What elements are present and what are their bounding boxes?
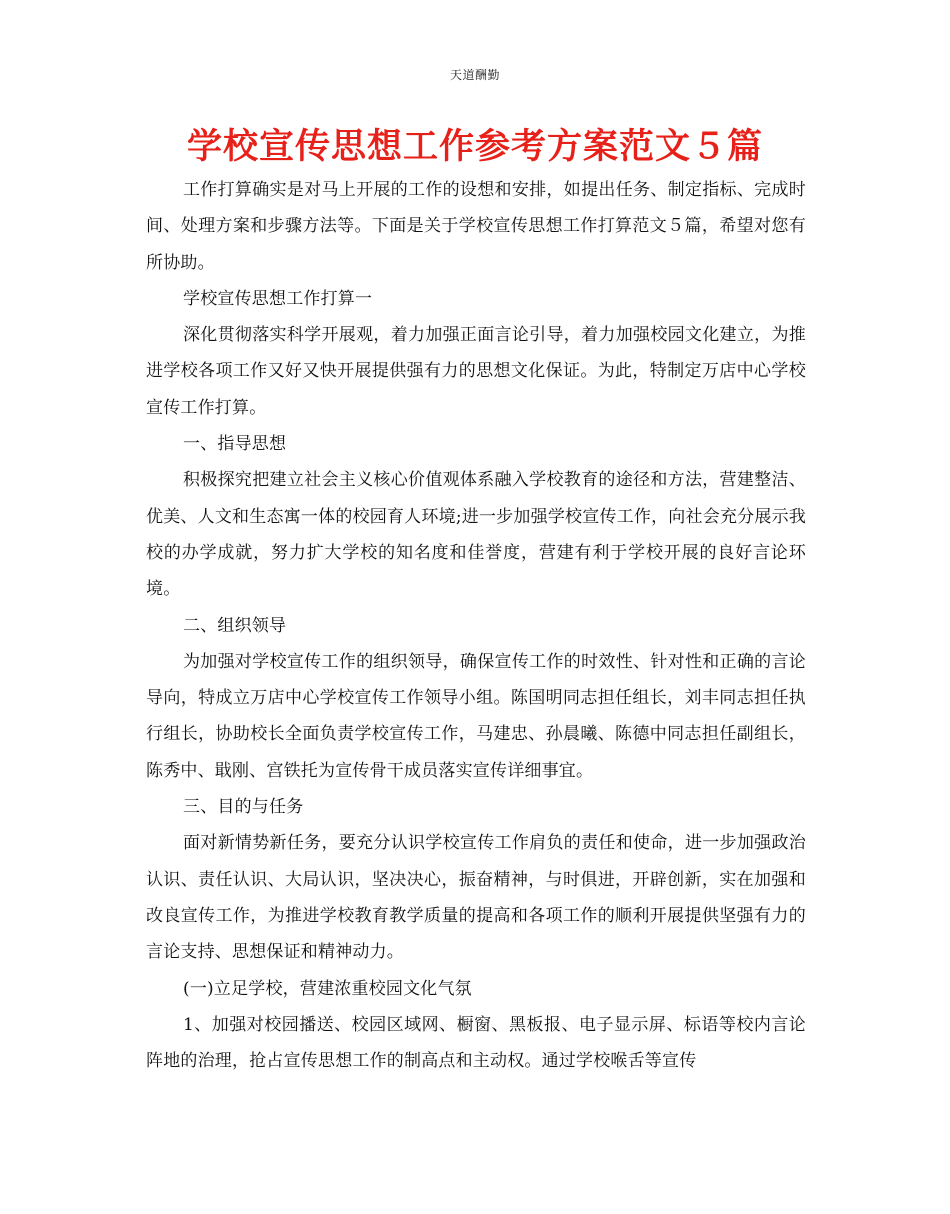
document-title: 学校宣传思想工作参考方案范文５篇 bbox=[186, 127, 763, 167]
subsection-heading-campus-culture: (一)立足学校，营建浓重校园文化气氛 bbox=[183, 978, 472, 999]
section-heading-guiding-thought: 一、指导思想 bbox=[183, 434, 287, 455]
paragraph-goals: 面对新情势新任务，要充分认识学校宣传工作肩负的责任和使命，进一步加强政治认识、责任认识、大局认识，坚决决心，振奋精神，与时俱进，开辟创新，实在加强和改良宣传工作，为推进学校教育教学质量的提高和各项工作的顺利开展提供坚强有力的言论支持、思想保证和精神动力。 bbox=[146, 833, 806, 963]
page-header: 天道酬勤 bbox=[449, 68, 500, 82]
paragraph-campus-media: 1、加强对校园播送、校园区域网、橱窗、黑板报、电子显示屏、标语等校内言论阵地的治理，抢占宣传思想工作的制高点和主动权。通过学校喉舌等宣传 bbox=[146, 1014, 806, 1072]
document-body bbox=[146, 172, 806, 1079]
paragraph-guiding-thought: 积极探究把建立社会主义核心价值观体系融入学校教育的途径和方法，营建整洁、优美、人文和生态寓一体的校园育人环境;进一步加强学校宣传工作，向社会充分展示我校的办学成就，努力扩大学校的知名度和佳誉度，营建有利于学校开展的良好言论环境。 bbox=[146, 470, 806, 600]
section-heading-goals: 三、目的与任务 bbox=[183, 797, 304, 818]
intro-paragraph: 工作打算确实是对马上开展的工作的设想和安排，如提出任务、制定指标、完成时间、处理方案和步骤方法等。下面是关于学校宣传思想工作打算范文５篇，希望对您有所协助。 bbox=[146, 180, 806, 273]
section-heading-plan-one: 学校宣传思想工作打算一 bbox=[183, 288, 373, 309]
paragraph-organization: 为加强对学校宣传工作的组织领导，确保宣传工作的时效性、针对性和正确的言论导向，特成立万店中心学校宣传工作领导小组。陈国明同志担任组长，刘丰同志担任执行组长，协助校长全面负责学校宣传工作，马建忠、孙晨曦、陈德中同志担任副组长，陈秀中、戢刚、宫铁托为宣传骨干成员落实宣传详细事宜。 bbox=[146, 651, 806, 781]
paragraph-overview: 深化贯彻落实科学开展观，着力加强正面言论引导，着力加强校园文化建立，为推进学校各项工作又好又快开展提供强有力的思想文化保证。为此，特制定万店中心学校宣传工作打算。 bbox=[146, 325, 806, 418]
section-heading-organization: 二、组织领导 bbox=[183, 615, 287, 636]
